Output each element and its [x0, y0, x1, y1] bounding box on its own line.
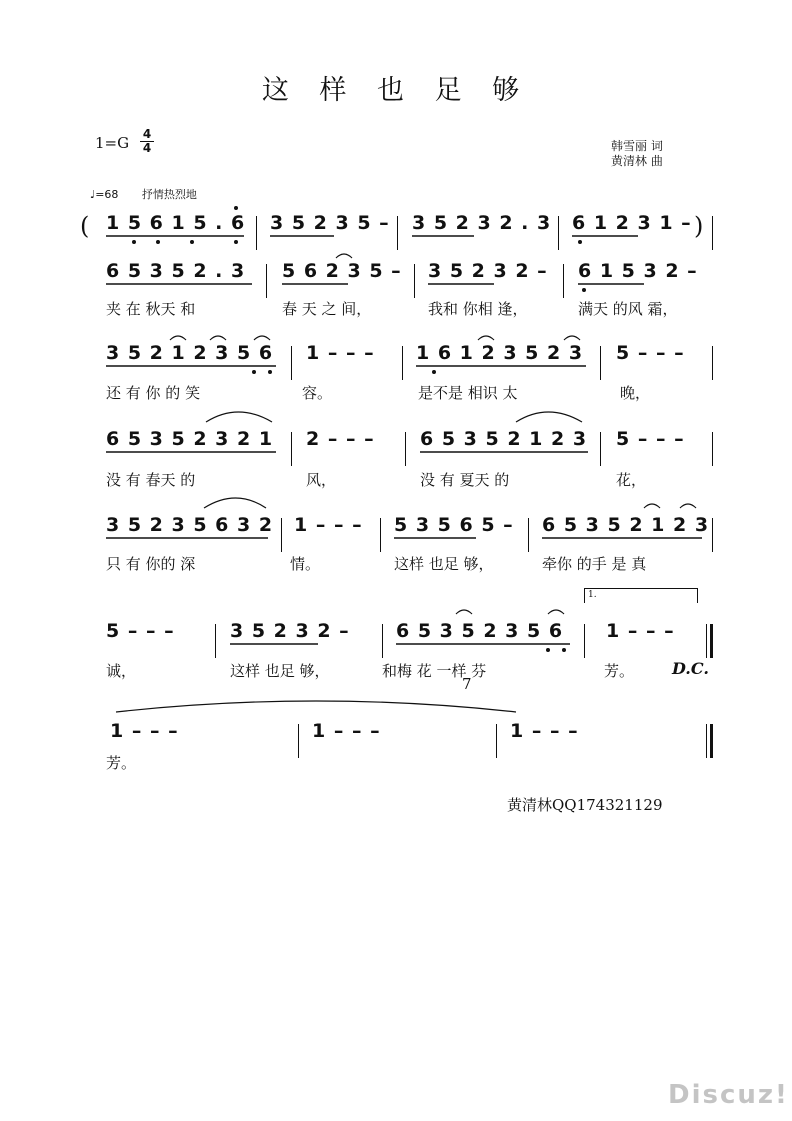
measure-notes: 1 – – – — [110, 720, 179, 742]
measure-notes: 6 5 3 5 2 . 3 — [106, 260, 246, 282]
slur — [548, 610, 564, 614]
barline — [414, 264, 415, 298]
lyric-row-7 — [0, 752, 792, 774]
lyric-text: 是不是 相识 太 — [418, 384, 518, 402]
time-signature-bottom: 4 — [140, 141, 154, 155]
barline — [397, 216, 398, 250]
barline — [706, 624, 707, 658]
barline — [281, 518, 282, 552]
time-signature-top: 4 — [142, 127, 152, 141]
lyric-text: 这样 也足 够， — [394, 555, 494, 573]
barline — [558, 216, 559, 250]
slur — [680, 504, 696, 508]
watermark-logo: Discuz! — [668, 1080, 789, 1110]
barline — [712, 432, 713, 466]
measure-notes: 3 5 2 3 5 6 3 2 — [106, 514, 274, 536]
lyric-text: 夹 在 秋天 和 — [106, 300, 196, 318]
barline — [563, 264, 564, 298]
slur — [170, 336, 186, 340]
lyricist-credit: 韩雪丽 词 — [611, 139, 663, 153]
barline — [291, 432, 292, 466]
barline — [528, 518, 529, 552]
slur — [644, 504, 660, 508]
measure-notes: 5 3 5 6 5 – — [394, 514, 514, 536]
measure-notes: 6 5 3 5 2 1 2 3 — [420, 428, 588, 450]
slur — [564, 336, 580, 340]
lyric-row-4 — [0, 469, 792, 491]
slur — [206, 412, 272, 422]
measure-notes: 2 – – – — [306, 428, 375, 450]
measure-notes: 1 – – – — [306, 342, 375, 364]
lyric-text: 花， — [616, 471, 647, 489]
score-row-4 — [0, 428, 792, 474]
barline — [584, 624, 585, 658]
barline — [266, 264, 267, 298]
time-signature — [140, 128, 154, 155]
expression-mark: 抒情热烈地 — [141, 188, 197, 201]
song-title: 这 样 也 足 够 — [261, 75, 531, 106]
slur — [478, 336, 494, 340]
lyric-text: 牵你 的手 是 真 — [542, 555, 647, 573]
dc-mark: D.C. — [672, 659, 709, 678]
slur — [254, 336, 270, 340]
score-row-1 — [0, 212, 792, 258]
barline — [600, 432, 601, 466]
measure-notes: 1 – – – — [606, 620, 675, 642]
slur — [456, 610, 472, 614]
barline — [712, 216, 713, 250]
volta-label: 1. — [588, 590, 597, 600]
open-paren: ( — [80, 212, 90, 240]
close-paren: ) — [694, 212, 704, 240]
arranger-signature: 黄清林QQ174321129 — [507, 796, 663, 814]
lyric-text: 我和 你相 逢， — [428, 300, 528, 318]
lyric-text: 春 天 之 间， — [282, 300, 372, 318]
barline — [402, 346, 403, 380]
barline — [291, 346, 292, 380]
slur — [204, 498, 266, 508]
measure-notes: 1 – – – — [312, 720, 381, 742]
measure-notes: 5 – – – — [106, 620, 175, 642]
lyric-row-2 — [0, 298, 792, 320]
barline — [712, 518, 713, 552]
measure-notes: 1 – – – — [294, 514, 363, 536]
measure-notes: 5 6 2 3 5 – — [282, 260, 402, 282]
measure-notes: 6 5 3 5 2 3 2 1 — [106, 428, 274, 450]
measure-notes: 3 5 2 1 2 3 5 6 — [106, 342, 274, 364]
lyric-text: 风， — [306, 471, 337, 489]
high-octave-dot — [234, 206, 238, 210]
lyric-text: 容。 — [302, 384, 333, 402]
barline — [600, 346, 601, 380]
lyric-text: 满天 的风 霜， — [578, 300, 678, 318]
measure-notes: 3 5 2 3 2 – — [428, 260, 548, 282]
measure-notes: 3 5 2 3 2 – — [230, 620, 350, 642]
lyric-text: 没 有 夏天 的 — [420, 471, 510, 489]
lyric-text: 情。 — [290, 555, 321, 573]
measure-notes: 1 6 1 2 3 5 2 3 — [416, 342, 584, 364]
lyric-row-3 — [0, 382, 792, 404]
measure-notes: 6 1 5 3 2 – — [578, 260, 698, 282]
tie — [116, 701, 516, 712]
composer-credit: 黄清林 曲 — [611, 154, 663, 168]
volta-bracket — [584, 588, 698, 603]
measure-notes: 6 1 2 3 1 – — [572, 212, 692, 234]
page-number: 7 — [462, 675, 472, 693]
barline — [405, 432, 406, 466]
barline — [256, 216, 257, 250]
lyric-text: 芳。 — [106, 754, 137, 772]
measure-notes: 5 – – – — [616, 342, 685, 364]
lyric-text: 还 有 你 的 笑 — [106, 384, 201, 402]
measure-notes: 3 5 2 3 5 – — [270, 212, 390, 234]
lyric-text: 只 有 你的 深 — [106, 555, 196, 573]
slur — [210, 336, 226, 340]
lyric-text: 芳。 — [604, 662, 635, 680]
measure-notes: 3 5 2 3 2 . 3 — [412, 212, 552, 234]
lyric-row-6 — [0, 660, 792, 682]
tempo-marking — [90, 186, 197, 202]
measure-notes: 1 – – – — [510, 720, 579, 742]
lyric-text: 和梅 花 一样 芬 — [382, 662, 487, 680]
measure-notes: 1 5 6 1 5 . 6 — [106, 212, 246, 234]
lyric-row-5 — [0, 553, 792, 575]
measure-notes: 6 5 3 5 2 1 2 3 — [542, 514, 710, 536]
lyric-text: 这样 也足 够， — [230, 662, 330, 680]
barline — [380, 518, 381, 552]
barline — [382, 624, 383, 658]
measure-notes: 5 – – – — [616, 428, 685, 450]
credits — [611, 139, 663, 169]
lyric-text: 没 有 春天 的 — [106, 471, 196, 489]
final-barline — [710, 624, 713, 658]
slur — [516, 412, 582, 422]
tempo-mark: ♩=68 — [90, 188, 119, 201]
key-signature: 1=G — [95, 134, 130, 152]
lyric-text: 诚， — [106, 662, 137, 680]
measure-notes: 6 5 3 5 2 3 5 6 — [396, 620, 564, 642]
barline — [215, 624, 216, 658]
lyric-text: 晚， — [620, 384, 651, 402]
barline — [712, 346, 713, 380]
